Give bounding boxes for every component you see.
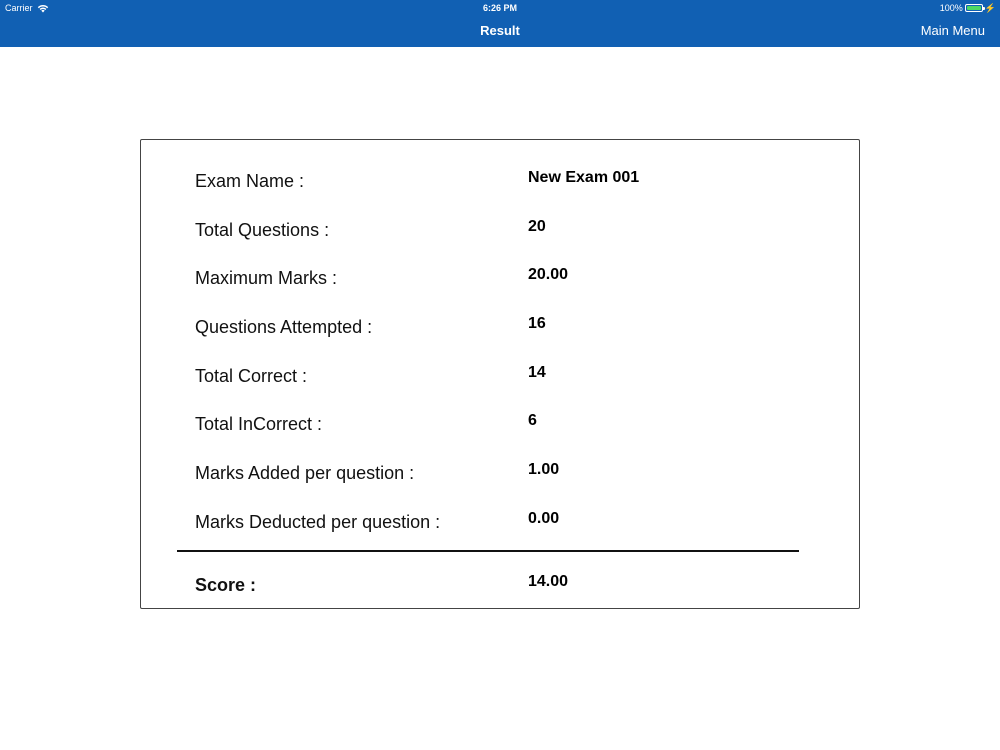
result-value: 20.00 — [528, 266, 569, 283]
score-divider — [177, 550, 799, 552]
result-row-maximum-marks — [141, 268, 859, 292]
result-value: 16 — [528, 315, 546, 332]
navigation-bar — [0, 0, 1000, 47]
page-title: Result — [480, 23, 520, 38]
result-value: 0.00 — [528, 510, 560, 527]
battery-icon — [965, 4, 983, 12]
result-row-total-incorrect — [141, 414, 859, 438]
main-menu-button[interactable]: Main Menu — [920, 23, 985, 38]
status-bar — [0, 0, 1000, 16]
result-card — [140, 139, 860, 609]
result-label: Total Questions : — [195, 220, 330, 240]
result-value: 1.00 — [528, 461, 560, 478]
result-label: Marks Deducted per question : — [195, 512, 441, 532]
result-row-total-correct — [141, 366, 859, 390]
result-row-score — [141, 575, 859, 599]
result-row-marks-deducted — [141, 512, 859, 536]
result-row-exam-name — [141, 171, 859, 195]
result-value: New Exam 001 — [528, 169, 640, 186]
result-value: 14 — [528, 364, 546, 381]
battery-indicator — [940, 0, 996, 16]
score-value: 14.00 — [528, 573, 569, 590]
result-row-questions-attempted — [141, 317, 859, 341]
battery-percent: 100% — [939, 3, 963, 13]
result-label: Questions Attempted : — [195, 317, 373, 337]
result-row-total-questions — [141, 220, 859, 244]
result-row-marks-added — [141, 463, 859, 487]
result-label: Maximum Marks : — [195, 268, 338, 288]
result-value: 6 — [528, 412, 537, 429]
score-label: Score : — [195, 575, 257, 595]
result-label: Total Correct : — [195, 366, 308, 386]
charging-bolt-icon: ⚡ — [984, 3, 996, 13]
result-label: Exam Name : — [195, 171, 305, 191]
result-label: Total InCorrect : — [195, 414, 323, 434]
carrier-label: Carrier — [5, 3, 33, 13]
result-value: 20 — [528, 218, 546, 235]
battery-level — [967, 6, 981, 10]
result-label: Marks Added per question : — [195, 463, 415, 483]
status-time: 6:26 PM — [482, 3, 517, 13]
